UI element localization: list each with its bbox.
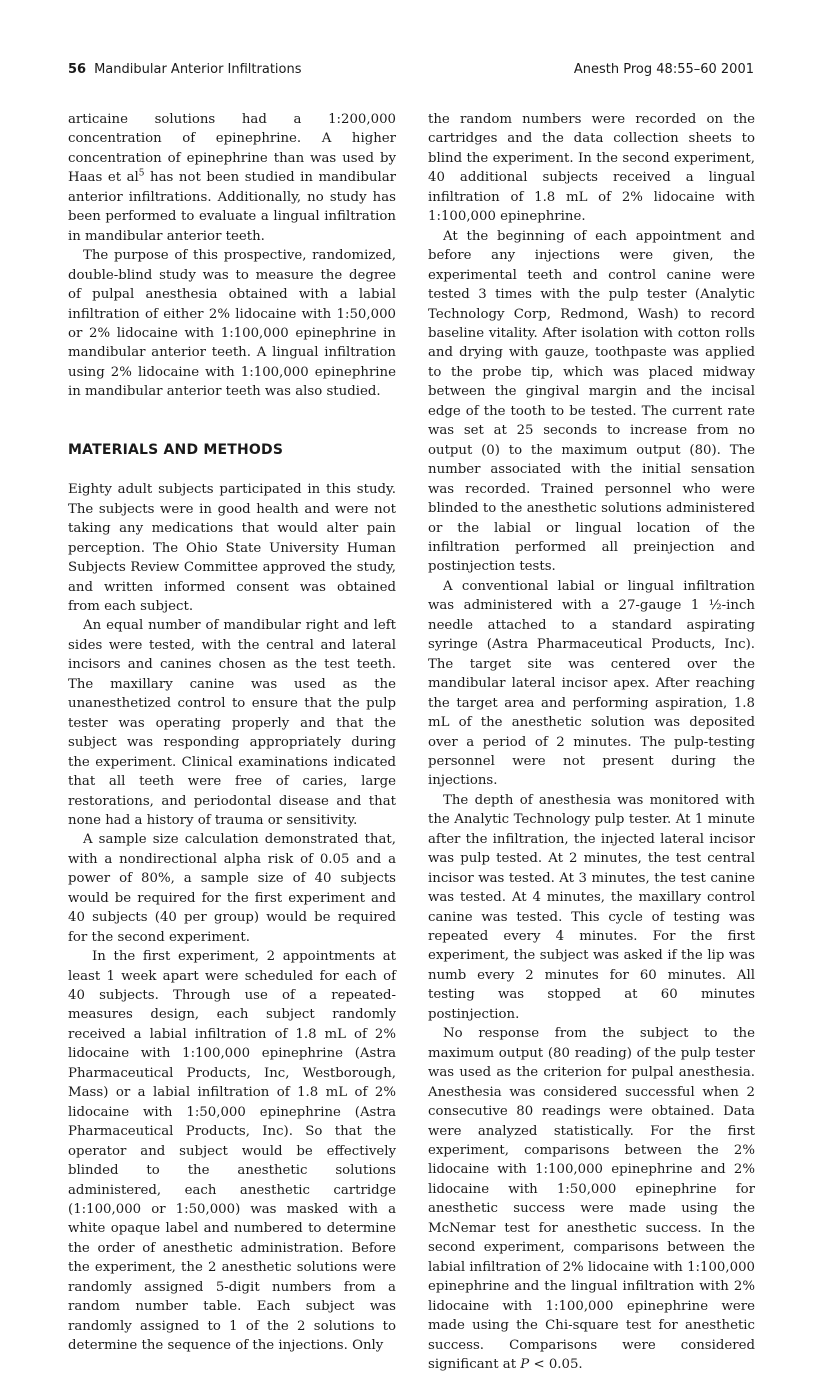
paragraph: A sample size calculation demonstrated that, with a nondirectional alpha risk of 0.05 and a power of 80%, a sample size of 40 subjects would be required for the first experiment and 40 subjects (40 per group) would be required for the second experiment. [68, 832, 396, 945]
paragraph: articaine solutions had a 1:200,000 concentration of epinephrine. A higher concentration of epinephrine than was used by Haas et $al^5$ has not been studied in mandibular anterior infiltrations. Additionally, no study has been performed to evaluate a lingual infiltration in mandibular anterior teeth. [68, 112, 396, 244]
right-column [428, 110, 755, 1374]
journal-citation: Anesth Prog 48:55–60 2001 [573, 62, 754, 77]
paragraph: The purpose of this prospective, randomized, double-blind study was to measure the degree of pulpal anesthesia obtained with a labial infiltration of either 2% lidocaine with 1:50,000 or 2% lidocaine with 1:100,000 epinephrine in mandibular anterior teeth. A lingual infiltration using 2% lidocaine with 1:100,000 epinephrine in mandibular anterior teeth was also studied. [68, 248, 396, 400]
running-title: Mandibular Anterior Infiltrations [94, 62, 302, 77]
paragraph: At the beginning of each appointment and before any injections were given, the experimental teeth and control canine were tested 3 times with the pulp tester (Analytic Technology Corp, Redmond, Wash) to record baseline vitality. After isolation with cotton rolls and drying with gauze, toothpaste was applied to the probe tip, which was placed midway between the gingival margin and the incisal edge of the tooth to be tested. The current rate was set at 25 seconds to increase from no output (0) to the maximum output (80). The number associated with the initial sensation was recorded. Trained personnel who were blinded to the anesthetic solutions administered or the labial or lingual location of the infiltration performed all preinjection and postinjection tests. [428, 228, 755, 575]
paragraph: In the first experiment, 2 appointments at least 1 week apart were scheduled for each of 40 subjects. Through use of a repeated-measures design, each subject randomly received a labial infiltration of 1.8 mL of 2% lidocaine with 1:100,000 epinephrine (Astra Pharmaceutical Products, Inc, Westborough, Mass) or a labial infiltration of 1.8 mL of 2% lidocaine with 1:50,000 epinephrine (Astra Pharmaceutical Products, Inc). So that the operator and subject would be effectively blinded to the anesthetic solutions administered, each anesthetic cartridge (1:100,000 or 1:50,000) was masked with a white opaque label and numbered to determine the order of anesthetic administration. Before the experiment, the 2 anesthetic solutions were randomly assigned 5-digit numbers from a random number table. Each subject was randomly assigned to 1 of the 2 solutions to determine the sequence of the injections. Only [68, 949, 396, 1354]
paragraph: Eighty adult subjects participated in this study. The subjects were in good health and were not taking any medications that would alter pain perception. The Ohio State University Human Subjects Review Committee approved the study, and written informed consent was obtained from each subject. [68, 482, 396, 614]
running-header [68, 62, 754, 82]
paragraph: The depth of anesthesia was monitored with the Analytic Technology pulp tester. At 1 minute after the infiltration, the injected lateral incisor was pulp tested. At 2 minutes, the test central incisor was tested. At 3 minutes, the test canine was tested. At 4 minutes, the maxillary control canine was tested. This cycle of testing was repeated every 4 minutes. For the first experiment, the subject was asked if the lip was numb every 2 minutes for 60 minutes. All testing was stopped at 60 minutes postinjection. [428, 792, 755, 1022]
paragraph: the random numbers were recorded on the cartridges and the data collection sheets to blind the experiment. In the second experiment, 40 additional subjects received a lingual infiltration of 1.8 mL of 2% lidocaine with 1:100,000 epinephrine. [428, 112, 755, 225]
reference-superscript: 5 [138, 168, 145, 179]
page-number: 56 [68, 62, 87, 77]
paragraph: A conventional labial or lingual infiltration was administered with a 27-gauge 1 ½-inch needle attached to a standard aspirating syringe (Astra Pharmaceutical Products, Inc). The target site was centered over the mandibular lateral incisor apex. After reaching the target area and performing aspiration, 1.8 mL of the anesthetic solution was deposited over a period of 2 minutes. The pulp-testing personnel were not present during the injections. [428, 578, 755, 789]
left-column [68, 110, 396, 1356]
paragraph: An equal number of mandibular right and left sides were tested, with the central and lateral incisors and canines chosen as the test teeth. The maxillary canine was used as the unanesthetized control to ensure that the pulp tester was operating properly and that the subject was responding appropriately during the experiment. Clinical examinations indicated that all teeth were free of caries, large restorations, and periodontal disease and that none had a history of trauma or sensitivity. [68, 618, 396, 828]
p-value-symbol: P [520, 1357, 530, 1372]
paragraph: No response from the subject to the maximum output (80 reading) of the pulp tester was used as the criterion for pulpal anesthesia. Anesthesia was considered successful when 2 consecutive 80 readings were obtained. Data were analyzed statistically. For the first experiment, comparisons between the 2% lidocaine with 1:100,000 epinephrine and 2% lidocaine with 1:50,000 epinephrine for anesthetic success were made using the McNemar test for anesthetic success. In the second experiment, comparisons between the labial infiltration of 2% lidocaine with 1:100,000 epinephrine and the lingual infiltration with 2% lidocaine with 1:100,000 epinephrine were made using the Chi-square test for anesthetic success. Comparisons were considered significant at P < 0.05. [428, 1026, 755, 1372]
section-heading: MATERIALS AND METHODS [68, 441, 284, 458]
